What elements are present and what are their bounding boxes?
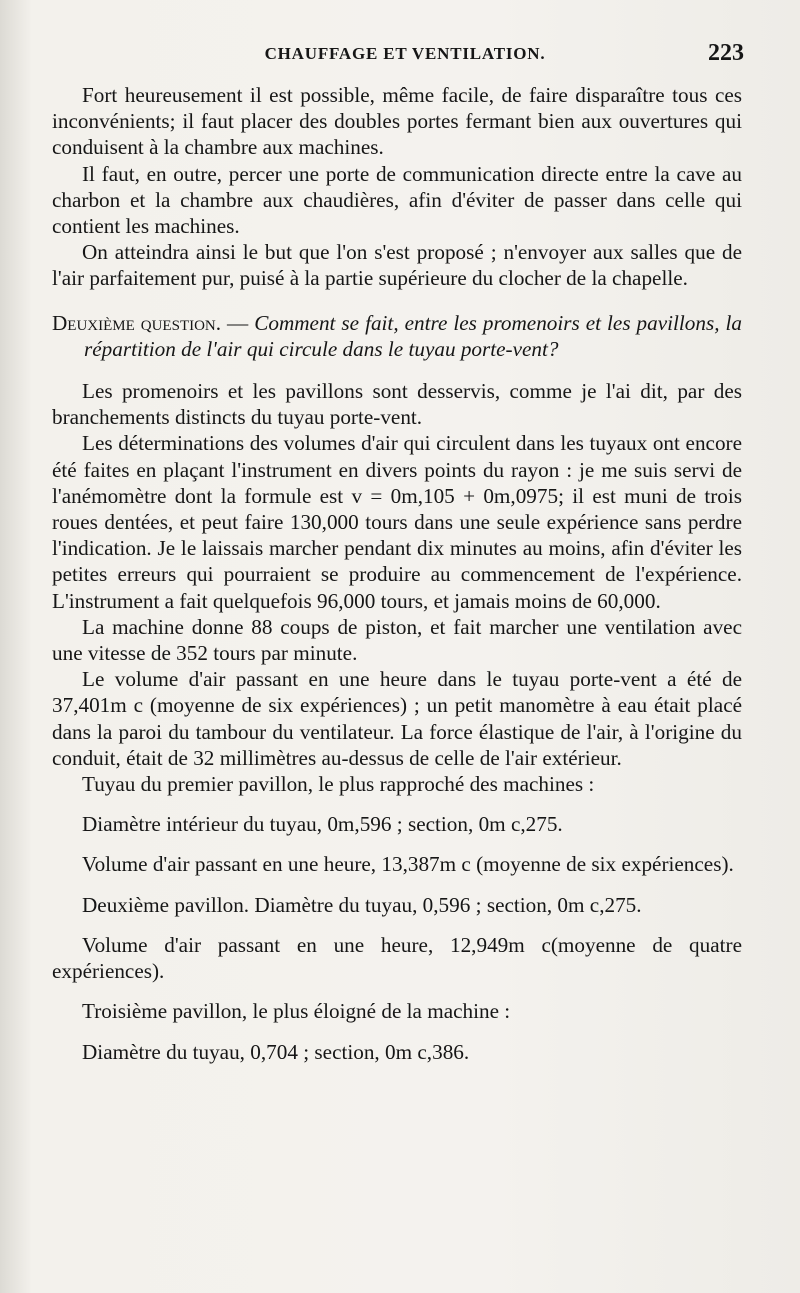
paragraph: Les promenoirs et les pavillons sont desservis, comme je l'ai dit, par des branchements distincts du tuyau porte-vent. — [52, 379, 742, 430]
paragraph: On atteindra ainsi le but que l'on s'est proposé ; n'envoyer aux salles que de l'air parfaitement pur, puisé à la partie supérieure du clocher de la chapelle. — [52, 240, 742, 291]
paragraph: Fort heureusement il est possible, même facile, de faire disparaître tous ces inconvénients; il faut placer des doubles portes fermant bien aux ouvertures qui conduisent à la chambre aux machines. — [52, 83, 742, 160]
paragraph: Deuxième pavillon. Diamètre du tuyau, 0,596 ; section, 0m c,275. — [82, 892, 642, 917]
running-title: CHAUFFAGE ET VENTILATION. — [264, 44, 546, 63]
paragraph: Diamètre intérieur du tuyau, 0m,596 ; section, 0m c,275. — [82, 812, 563, 837]
paragraph: Les déterminations des volumes d'air qui circulent dans les tuyaux ont encore été faites en plaçant l'instrument en divers points du rayon : je me suis servi de l'anémomètre dont la formule est v = 0m,105 + 0m,0975; il est muni de trois roues dentées, et peut faire 130,000 tours dans une seule expérience sans perdre l'indication. Je le laissais marcher pendant dix minutes au moins, afin d'éviter les petites erreurs qui pourraient se produire au commencement de l'expérience. L'instrument a fait quelquefois 96,000 tours, et jamais moins de 60,000. — [52, 431, 742, 613]
page-number: 223 — [708, 40, 744, 66]
paragraph: Le volume d'air passant en une heure dans le tuyau porte-vent a été de 37,401m c (moyenne de six expériences) ; un petit manomètre à eau était placé dans la paroi du tambour du ventilateur. La force élastique de l'air, à l'origine du conduit, était de 32 millimètres au-dessus de celle de l'air extérieur. — [52, 667, 742, 770]
paragraph: Diamètre du tuyau, 0,704 ; section, 0m c,386. — [82, 1039, 470, 1064]
paragraph: Il faut, en outre, percer une porte de communication directe entre la cave au charbon et la chambre aux chaudières, afin d'éviter de passer dans celle qui contient les machines. — [52, 161, 742, 239]
paragraph: Tuyau du premier pavillon, le plus rapproché des machines : — [82, 772, 595, 797]
paragraph: Volume d'air passant en une heure, 13,387m c (moyenne de six expériences). — [82, 852, 734, 877]
paragraph: Troisième pavillon, le plus éloigné de la machine : — [82, 999, 511, 1024]
page-header — [60, 40, 750, 74]
paragraph: Volume d'air passant en une heure, 12,949m c(moyenne de quatre expériences). — [52, 932, 742, 984]
question-label: Deuxième question. — — [52, 310, 255, 335]
paragraph: La machine donne 88 coups de piston, et fait marcher une ventilation avec une vitesse de 352 tours par minute. — [52, 614, 742, 666]
question-heading — [52, 310, 742, 362]
question-text: Comment se fait, entre les promenoirs et les pavillons, la répartition de l'air qui circule dans le tuyau porte-vent? — [84, 310, 743, 361]
body-text — [52, 82, 742, 1065]
